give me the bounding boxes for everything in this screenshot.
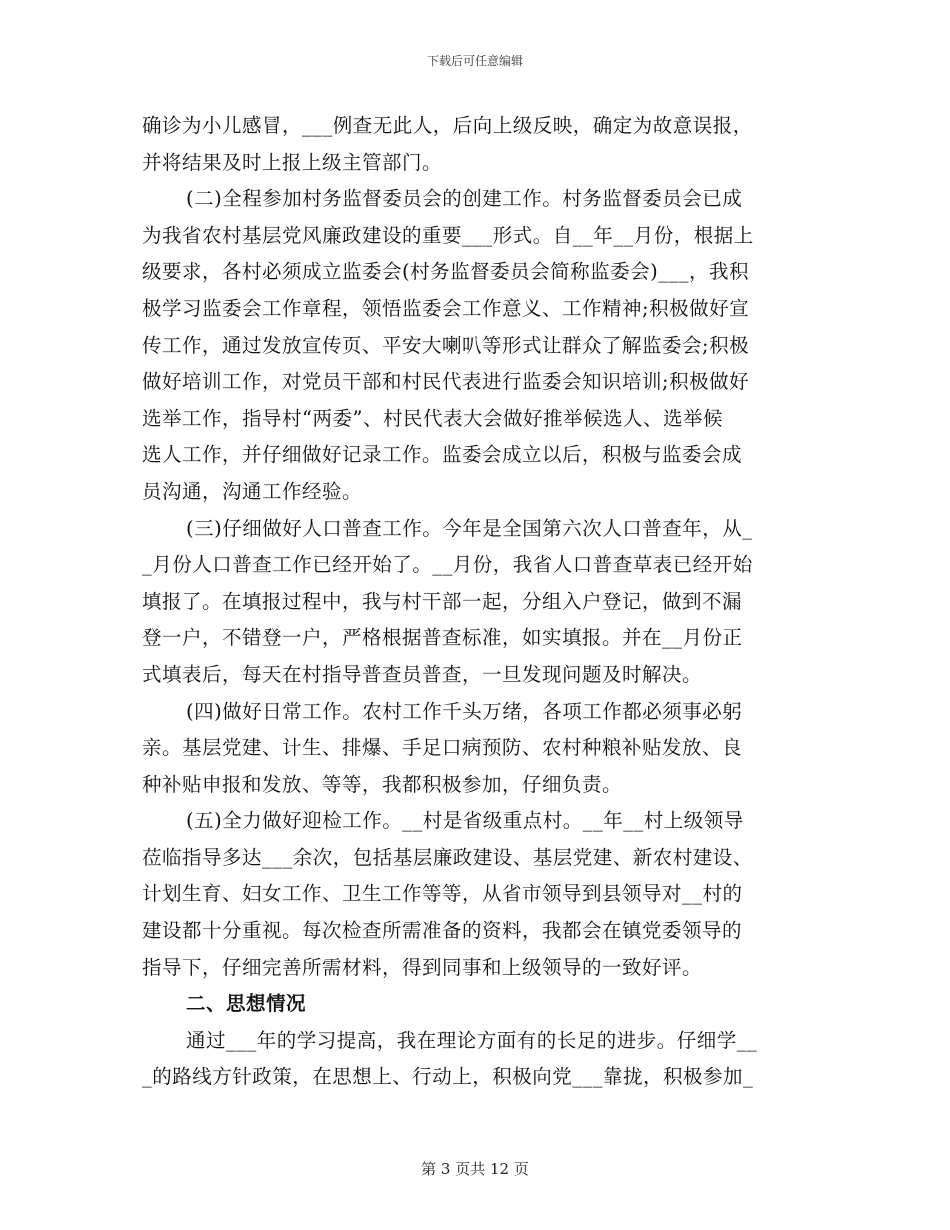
text-line: (五)全力做好迎检工作。__村是省级重点村。__年__村上级领导 <box>186 809 744 833</box>
text-line: (三)仔细做好人口普查工作。今年是全国第六次人口普查年，从_ <box>186 516 753 540</box>
text-line: (四)做好日常工作。农村工作千头万绪，各项工作都必须事必躬 <box>186 699 743 723</box>
text-line: 亲。基层党建、计生、排爆、手足口病预防、农村种粮补贴发放、良 <box>142 736 743 760</box>
text-line: 指导下，仔细完善所需材料，得到同事和上级领导的一致好评。 <box>142 955 703 979</box>
text-line: 莅临指导多达___余次，包括基层廉政建设、基层党建、新农村建设、 <box>142 845 753 869</box>
text-line: 做好培训工作，对党员干部和村民代表进行监委会知识培训;积极做好 <box>142 370 750 394</box>
text-line: 并将结果及时上报上级主管部门。 <box>142 150 443 174</box>
page-header: 下载后可任意编辑 <box>426 54 523 68</box>
text-line: 式填表后，每天在村指导普查员普查，一旦发现问题及时解决。 <box>142 662 703 686</box>
text-line: 为我省农村基层党风廉政建设的重要___形式。自__年__月份，根据上 <box>142 223 754 247</box>
text-line: 登一户，不错登一户，严格根据普查标准，如实填报。并在__月份正 <box>142 626 743 650</box>
text-line: 确诊为小儿感冒，___例查无此人，后向上级反映，确定为故意误报， <box>142 114 753 137</box>
text-line: 极学习监委会工作章程，领悟监委会工作意义、工作精神;积极做好宣 <box>142 296 750 320</box>
text-line: 选举工作，指导村“两委”、村民代表大会做好推举候选人、选举候 <box>142 406 723 430</box>
document-body <box>142 108 812 1096</box>
text-line: 填报了。在填报过程中，我与村干部一起，分组入户登记，做到不漏 <box>142 589 743 613</box>
section-heading: 二、思想情况 <box>186 992 307 1016</box>
text-line: _的路线方针政策，在思想上、行动上，积极向党___靠拢，积极参加_ <box>142 1065 754 1089</box>
page-footer: 第 3 页共 12 页 <box>421 1160 529 1178</box>
text-line: _月份人口普查工作已经开始了。__月份，我省人口普查草表已经开始 <box>142 553 753 577</box>
text-line: 通过___年的学习提高，我在理论方面有的长足的进步。仔细学__ <box>186 1028 758 1052</box>
text-line: 选人工作，并仔细做好记录工作。监委会成立以后，积极与监委会成 <box>142 443 743 467</box>
text-line: (二)全程参加村务监督委员会的创建工作。村务监督委员会已成 <box>186 187 743 211</box>
text-line: 计划生育、妇女工作、卫生工作等等，从省市领导到县领导对__村的 <box>142 882 743 906</box>
text-line: 传工作，通过发放宣传页、平安大喇叭等形式让群众了解监委会;积极 <box>142 333 750 357</box>
text-line: 员沟通，沟通工作经验。 <box>142 479 363 503</box>
text-line: 种补贴申报和发放、等等，我都积极参加，仔细负责。 <box>142 772 623 796</box>
text-line: 建设都十分重视。每次检查所需准备的资料，我都会在镇党委领导的 <box>142 919 743 943</box>
text-line: 级要求，各村必须成立监委会(村务监督委员会简称监委会)___，我积 <box>142 260 749 284</box>
